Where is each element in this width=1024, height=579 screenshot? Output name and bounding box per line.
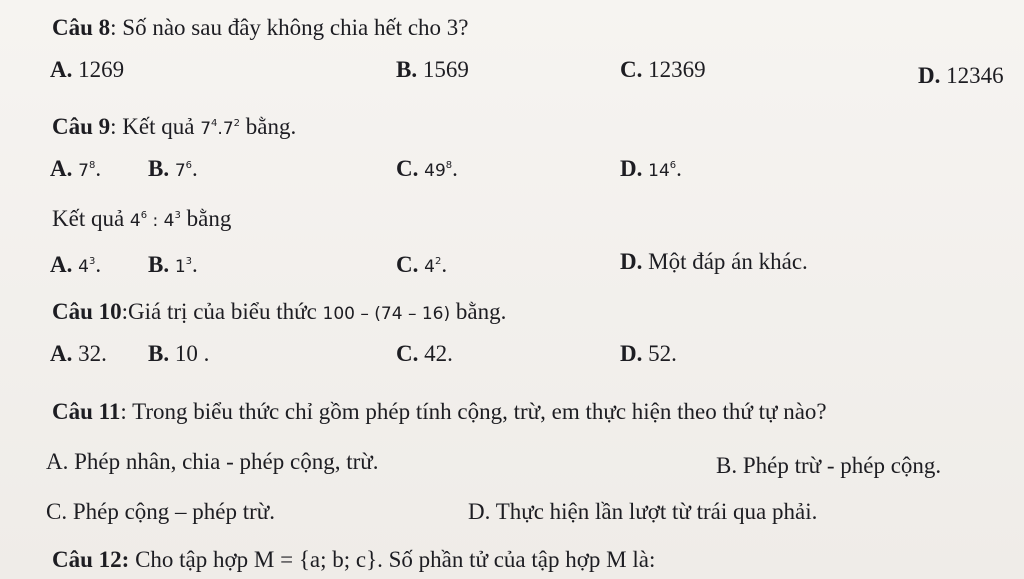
q9-option-a-label: A. (50, 156, 73, 181)
q11-option-c: C. Phép cộng – phép trừ. (46, 499, 276, 524)
expr-operator: . (217, 119, 223, 139)
q9b-c-exp: 2 (434, 256, 442, 267)
q8-option-d-value: 12346 (946, 63, 1004, 88)
q9-option-c-label: C. (396, 156, 419, 181)
q8-option-b-value: 1569 (422, 57, 469, 82)
q10-option-b (148, 340, 209, 368)
q8-option-a-label: A. (50, 57, 73, 82)
q9b-option-b (148, 248, 198, 281)
question-10-text: :Giá trị của biểu thức (121, 299, 317, 324)
q9-d-exp: 6 (669, 160, 677, 171)
q9b-option-d-value: Một đáp án khác. (648, 249, 808, 274)
q10-option-d (620, 340, 677, 368)
q9-b-base: 7 (174, 161, 186, 181)
q9b-b-exp: 3 (185, 256, 193, 267)
q9-a-end: . (95, 156, 102, 181)
q9-option-b (148, 152, 198, 185)
q9b-option-c-label: C. (396, 252, 419, 277)
expr-base: 4 (129, 211, 141, 231)
q9b-option-d-label: D. (620, 249, 643, 274)
q8-option-c (620, 56, 706, 84)
q10-option-b-value: 10 . (174, 341, 210, 366)
question-8-text: : Số nào sau đây không chia hết cho 3? (110, 15, 469, 40)
question-9 (52, 110, 296, 143)
question-11-label: Câu 11 (52, 399, 121, 424)
q9-a-exp: 8 (88, 160, 96, 171)
q10-option-d-label: D. (620, 341, 643, 366)
q8-option-a-value: 1269 (78, 57, 125, 82)
q10-option-a-value: 32. (78, 341, 107, 366)
expr-exponent: 3 (174, 210, 181, 221)
q9b-b-base: 1 (174, 257, 186, 277)
q9b-option-a-label: A. (50, 252, 73, 277)
question-9-expression (200, 119, 240, 139)
q8-option-b-label: B. (396, 57, 418, 82)
q9-option-d-label: D. (620, 156, 643, 181)
q10-option-a-label: A. (50, 341, 73, 366)
q9b-option-a (50, 248, 101, 281)
question-9-label: Câu 9 (52, 114, 111, 139)
q9b-a-base: 4 (78, 257, 89, 277)
q11-option-a: A. Phép nhân, chia - phép cộng, trừ. (46, 449, 379, 474)
q9-d-end: . (676, 156, 682, 181)
q9-b-exp: 6 (185, 160, 193, 171)
question-12 (52, 546, 655, 574)
expr-base: 7 (222, 119, 234, 139)
question-9-text-end: bằng. (245, 114, 297, 139)
question-11-text: : Trong biểu thức chỉ gồm phép tính cộng, trừ, em thực hiện theo thứ tự nào? (120, 399, 827, 424)
question-10-label: Câu 10 (52, 299, 122, 324)
expr-base: 4 (163, 211, 175, 231)
q10-option-b-label: B. (148, 341, 170, 366)
question-9-text: : Kết quả (110, 114, 195, 139)
q9b-a-end: . (95, 252, 102, 277)
question-11 (52, 398, 827, 426)
question-8-label: Câu 8 (52, 15, 111, 40)
q8-option-d-label: D. (918, 63, 941, 88)
q9-c-end: . (452, 156, 458, 181)
expr-exponent: 4 (211, 118, 218, 129)
q9b-c-base: 4 (424, 257, 435, 277)
question-9b-text: Kết quả (52, 206, 125, 231)
question-12-text: Cho tập hợp M = {a; b; c}. Số phần tử của tập hợp M là: (129, 547, 656, 572)
q9-a-base: 7 (78, 161, 89, 181)
q9-option-d (620, 152, 682, 185)
question-12-label: Câu 12: (52, 547, 130, 572)
question-10-expression: 100 – (74 – 16) (322, 304, 451, 324)
q10-option-a (50, 340, 107, 368)
q10-option-d-value: 52. (648, 341, 677, 366)
q8-option-b (396, 56, 469, 84)
q8-option-c-label: C. (620, 57, 643, 82)
expr-exponent: 6 (140, 210, 148, 221)
question-10-text-end: bằng. (455, 299, 507, 324)
q10-option-c-value: 42. (424, 341, 453, 366)
q9b-b-end: . (192, 252, 198, 277)
expr-exponent: 2 (233, 118, 241, 129)
question-9b-expression (130, 211, 181, 231)
q9b-c-end: . (441, 252, 448, 277)
q9-c-base: 49 (424, 161, 446, 181)
q11-option-b: B. Phép trừ - phép cộng. (716, 453, 942, 478)
question-9b-text-end: bằng (186, 206, 232, 231)
q8-option-a (50, 56, 124, 84)
q10-option-c (396, 340, 453, 368)
question-9b (52, 202, 231, 235)
q9-c-exp: 8 (445, 160, 453, 171)
q9b-option-c (396, 248, 447, 281)
expr-base: 7 (200, 119, 212, 139)
q9-option-c (396, 152, 458, 185)
question-8 (52, 14, 469, 42)
expr-operator: : (152, 211, 159, 231)
q9-b-end: . (192, 156, 198, 181)
q9b-a-exp: 3 (88, 256, 96, 267)
q10-option-c-label: C. (396, 341, 419, 366)
q9b-option-b-label: B. (148, 252, 170, 277)
q9b-option-d (620, 248, 808, 276)
q9-option-b-label: B. (148, 156, 170, 181)
q8-option-c-value: 12369 (648, 57, 706, 82)
question-10 (52, 298, 506, 328)
q8-option-d (918, 62, 1004, 90)
q9-option-a (50, 152, 101, 185)
q9-d-base: 14 (648, 161, 670, 181)
q11-option-d: D. Thực hiện lần lượt từ trái qua phải. (468, 499, 818, 524)
